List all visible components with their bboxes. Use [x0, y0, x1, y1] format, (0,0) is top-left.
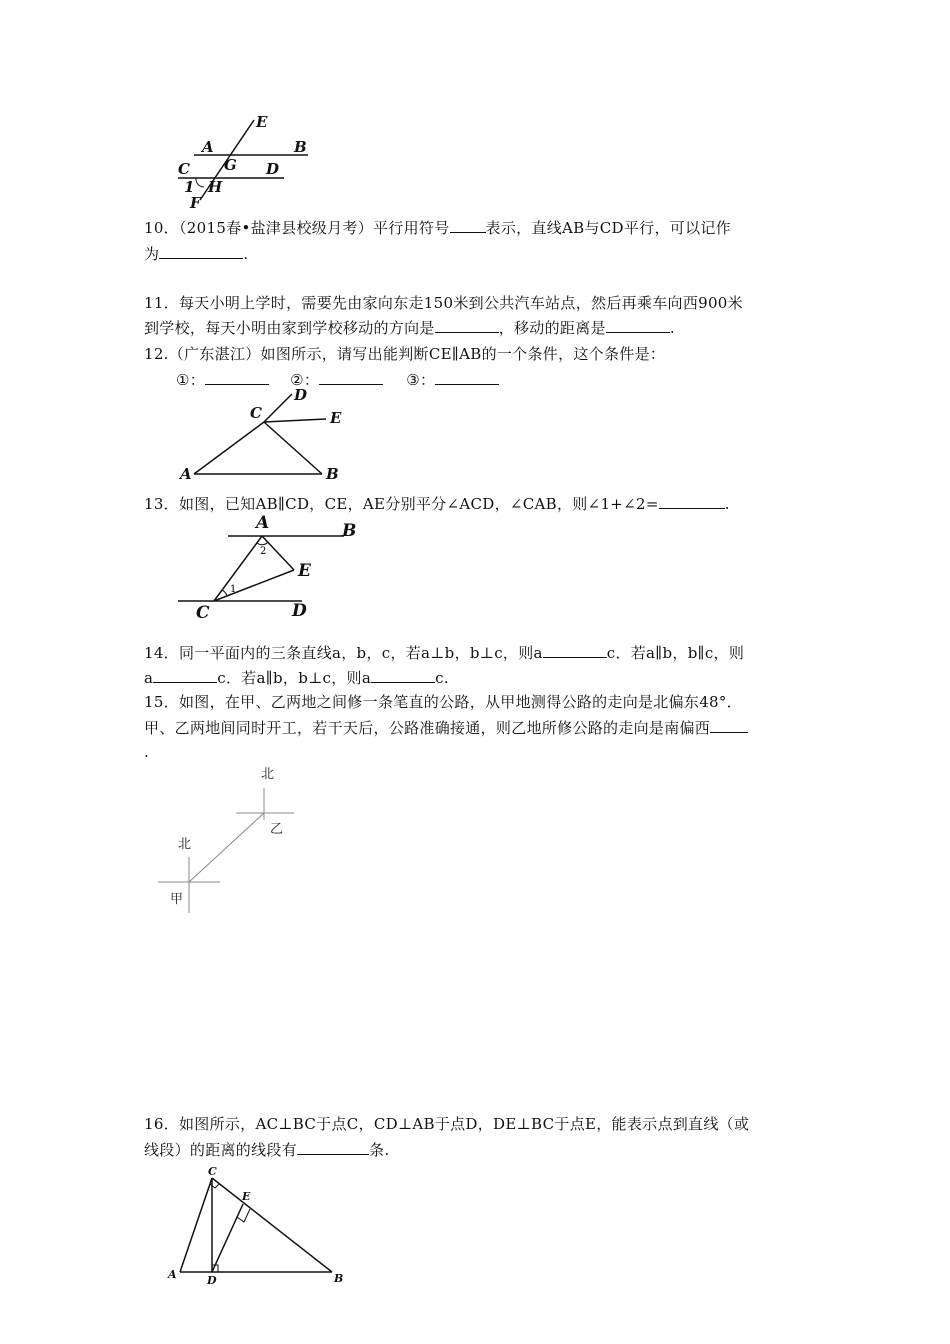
label-a: A	[202, 138, 214, 156]
label-2: 2	[260, 546, 267, 557]
q10-blank-notation[interactable]	[159, 244, 243, 259]
label-b: B	[342, 521, 357, 541]
label-d: D	[207, 1274, 217, 1287]
label-e: E	[330, 409, 342, 427]
label-yi: 乙	[270, 822, 284, 837]
figure-parallel-transversal	[170, 112, 320, 212]
label-a: A	[256, 513, 270, 533]
label-g: G	[224, 156, 237, 174]
label-e: E	[256, 113, 268, 131]
label-e: E	[242, 1190, 251, 1203]
q12-blank-1[interactable]	[205, 370, 269, 385]
angle-1-arc	[196, 178, 204, 187]
figure-q12-triangle	[172, 388, 372, 488]
label-h: H	[208, 178, 223, 196]
label-b: B	[294, 138, 307, 156]
label-north-jia: 北	[178, 837, 192, 852]
angle-1-arc	[222, 590, 227, 596]
right-angle-mark-e	[237, 1209, 250, 1222]
segment-ac	[180, 1178, 212, 1272]
figure-q16-right-triangle	[160, 1166, 360, 1286]
label-1: 1	[230, 584, 237, 595]
label-d: D	[294, 386, 308, 404]
q12-blank-2[interactable]	[319, 370, 383, 385]
label-f: F	[190, 194, 201, 212]
label-jia: 甲	[170, 892, 184, 907]
ray-cd	[264, 394, 292, 422]
q13-line1: 13．如图，已知AB∥CD，CE，AE分别平分∠ACD，∠CAB，则∠1+∠2= .	[144, 495, 730, 513]
label-north-yi: 北	[261, 767, 275, 782]
label-d: D	[292, 601, 307, 621]
q12-blank-3[interactable]	[435, 370, 499, 385]
label-d: D	[266, 160, 280, 178]
q10-blank-symbol[interactable]	[450, 218, 486, 233]
q14-line1: 14．同一平面内的三条直线a，b，c，若a⊥b，b⊥c，则a c．若a∥b，b∥c，则	[144, 644, 745, 662]
q15-line2: 甲、乙两地间同时开工，若干天后，公路准确接通，则乙地所修公路的走向是南偏西	[144, 718, 748, 738]
segment-de	[212, 1204, 243, 1272]
q11-line1: 11．每天小明上学时，需要先由家向东走150米到公共汽车站点，然后再乘车向西900米	[144, 294, 743, 312]
segment-cb	[212, 1178, 332, 1272]
angle-2-arc	[257, 542, 268, 545]
q12-conditions: ①： ②： ③：	[176, 370, 499, 390]
q12-line1: 12.（广东湛江）如图所示，请写出能判断CE∥AB的一个条件，这个条件是：	[144, 345, 666, 363]
label-c: C	[196, 603, 210, 623]
label-c: C	[208, 1165, 217, 1178]
q16-blank-count[interactable]	[297, 1140, 369, 1155]
label-c: C	[250, 404, 262, 422]
label-e: E	[298, 561, 311, 581]
ray-ce	[264, 419, 326, 422]
q14-blank-2[interactable]	[153, 668, 217, 683]
label-1: 1	[184, 178, 195, 196]
segment-cb	[264, 422, 322, 474]
segment-ac	[194, 422, 264, 474]
q15-blank-direction[interactable]	[710, 718, 748, 733]
label-b: B	[334, 1272, 344, 1285]
q10-line2: 为 .	[144, 245, 249, 263]
q15-line3: .	[144, 743, 150, 761]
q11-line2: 到学校，每天小明由家到学校移动的方向是 ，移动的距离是 .	[144, 319, 675, 337]
q13-blank-angle-sum[interactable]	[659, 494, 725, 509]
label-c: C	[178, 160, 190, 178]
segment-ae	[262, 536, 294, 570]
q14-line2: a c．若a∥b，b⊥c，则a c.	[144, 669, 449, 687]
q10-line1: 10．（2015春•盐津县校级月考）平行用符号 表示，直线AB与CD平行，可以记作	[144, 219, 731, 237]
q16-line1: 16．如图所示，AC⊥BC于点C，CD⊥AB于点D，DE⊥BC于点E，能表示点到直线（或	[144, 1115, 750, 1133]
q16-line2: 线段）的距离的线段有 条.	[144, 1141, 390, 1159]
road-line	[189, 813, 264, 882]
q14-blank-1[interactable]	[543, 643, 607, 658]
label-a: A	[180, 465, 192, 483]
q14-blank-3[interactable]	[371, 668, 435, 683]
q15-line1: 15．如图，在甲、乙两地之间修一条笔直的公路，从甲地测得公路的走向是北偏东48°．	[144, 693, 742, 711]
label-a: A	[168, 1268, 177, 1281]
q11-blank-direction[interactable]	[435, 318, 499, 333]
label-b: B	[326, 465, 339, 483]
figure-q15-compass	[150, 760, 310, 920]
figure-q13-bisectors	[172, 512, 372, 622]
q11-blank-distance[interactable]	[606, 318, 670, 333]
